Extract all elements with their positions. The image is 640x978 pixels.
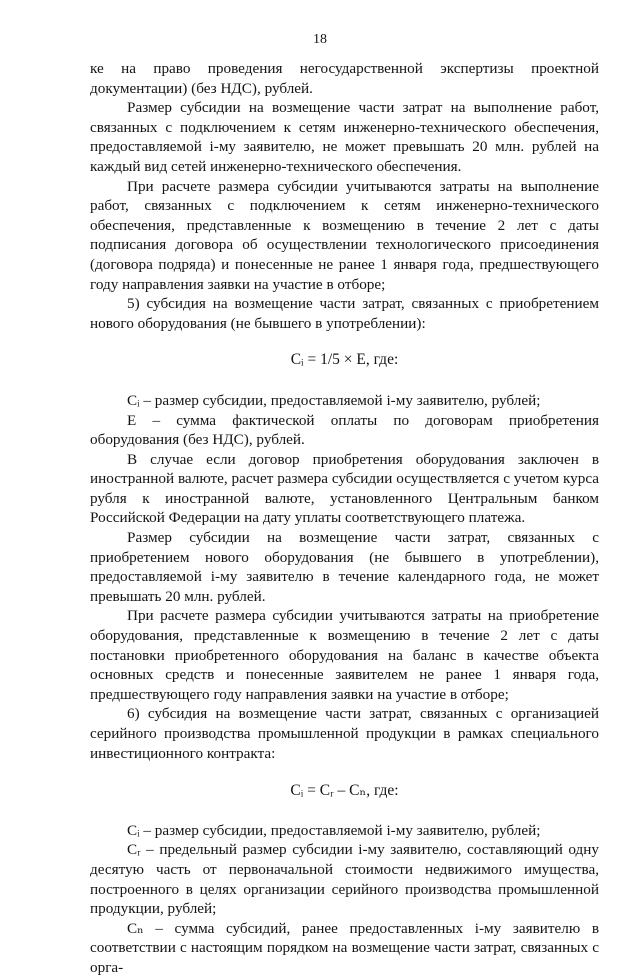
paragraph: ке на право проведения негосударственной экспертизы проектной документации) (без НДС), рублей.: [90, 60, 599, 97]
paragraph: При расчете размера субсидии учитываются затраты на приобретение оборудования, представленные к возмещению в течение 2 лет с даты постановки приобретенного оборудования на баланс в качестве объекта основных средств и понесенные заявителем не ранее 1 января года, предшествующего году направления заявки на участие в отборе;: [90, 607, 599, 703]
formula-subsidy-equipment: Сᵢ = 1/5 × Е, где:: [290, 351, 399, 369]
paragraph: Е – сумма фактической оплаты по договорам приобретения оборудования (без НДС), рублей.: [90, 411, 599, 449]
paragraph: Размер субсидии на возмещение части затрат, связанных с приобретением нового оборудования (не бывшего в употреблении), предоставляемой i-му заявителю в течение календарного года, не может превышать 20 млн. рублей.: [90, 529, 599, 605]
paragraph: Сᵢ – размер субсидии, предоставляемой i-му заявителю, рублей;: [127, 821, 541, 839]
paragraph: Сₙ – сумма субсидий, ранее предоставленных i-му заявителю в соответствии с настоящим порядком на возмещение части затрат, связанных с орга-: [90, 919, 599, 976]
paragraph: Сᵢ – размер субсидии, предоставляемой i-му заявителю, рублей;: [127, 391, 541, 409]
paragraph: В случае если договор приобретения оборудования заключен в иностранной валюте, расчет размера субсидии осуществляется с учетом курса рубля к иностранной валюте, установленного Центральным банком Российской Федерации на дату уплаты соответствующего платежа.: [90, 450, 599, 527]
document-body: [90, 59, 599, 978]
paragraph: Сᵣ – предельный размер субсидии i-му заявителю, составляющий одну десятую часть от первоначальной стоимости недвижимого имущества, построенного в целях организации серийного производства промышленной продукции, рублей;: [90, 841, 599, 918]
formula-subsidy-serial-production: Сᵢ = Сᵣ – Сₙ, где:: [290, 782, 399, 800]
paragraph: 6) субсидия на возмещение части затрат, связанных с организацией серийного производства промышленной продукции в рамках специального инвестиционного контракта:: [90, 705, 599, 762]
page-number: 18: [313, 32, 327, 47]
paragraph: 5) субсидия на возмещение части затрат, связанных с приобретением нового оборудования (не бывшего в употреблении):: [90, 295, 599, 332]
paragraph: Размер субсидии на возмещение части затрат на выполнение работ, связанных с подключением к сетям инженерно-технического обеспечения, предоставляемой i-му заявителю, не может превышать 20 млн. рублей на каждый вид сетей инженерно-технического обеспечения.: [90, 99, 599, 175]
paragraph: При расчете размера субсидии учитываются затраты на выполнение работ, связанных с подключением к сетям инженерно-технического обеспечения, представленные к возмещению в течение 2 лет с даты подписания договора об осуществлении технологического присоединения (договора подряда) и понесенные не ранее 1 января года, предшествующего году направления заявки на участие в отборе;: [90, 177, 599, 293]
